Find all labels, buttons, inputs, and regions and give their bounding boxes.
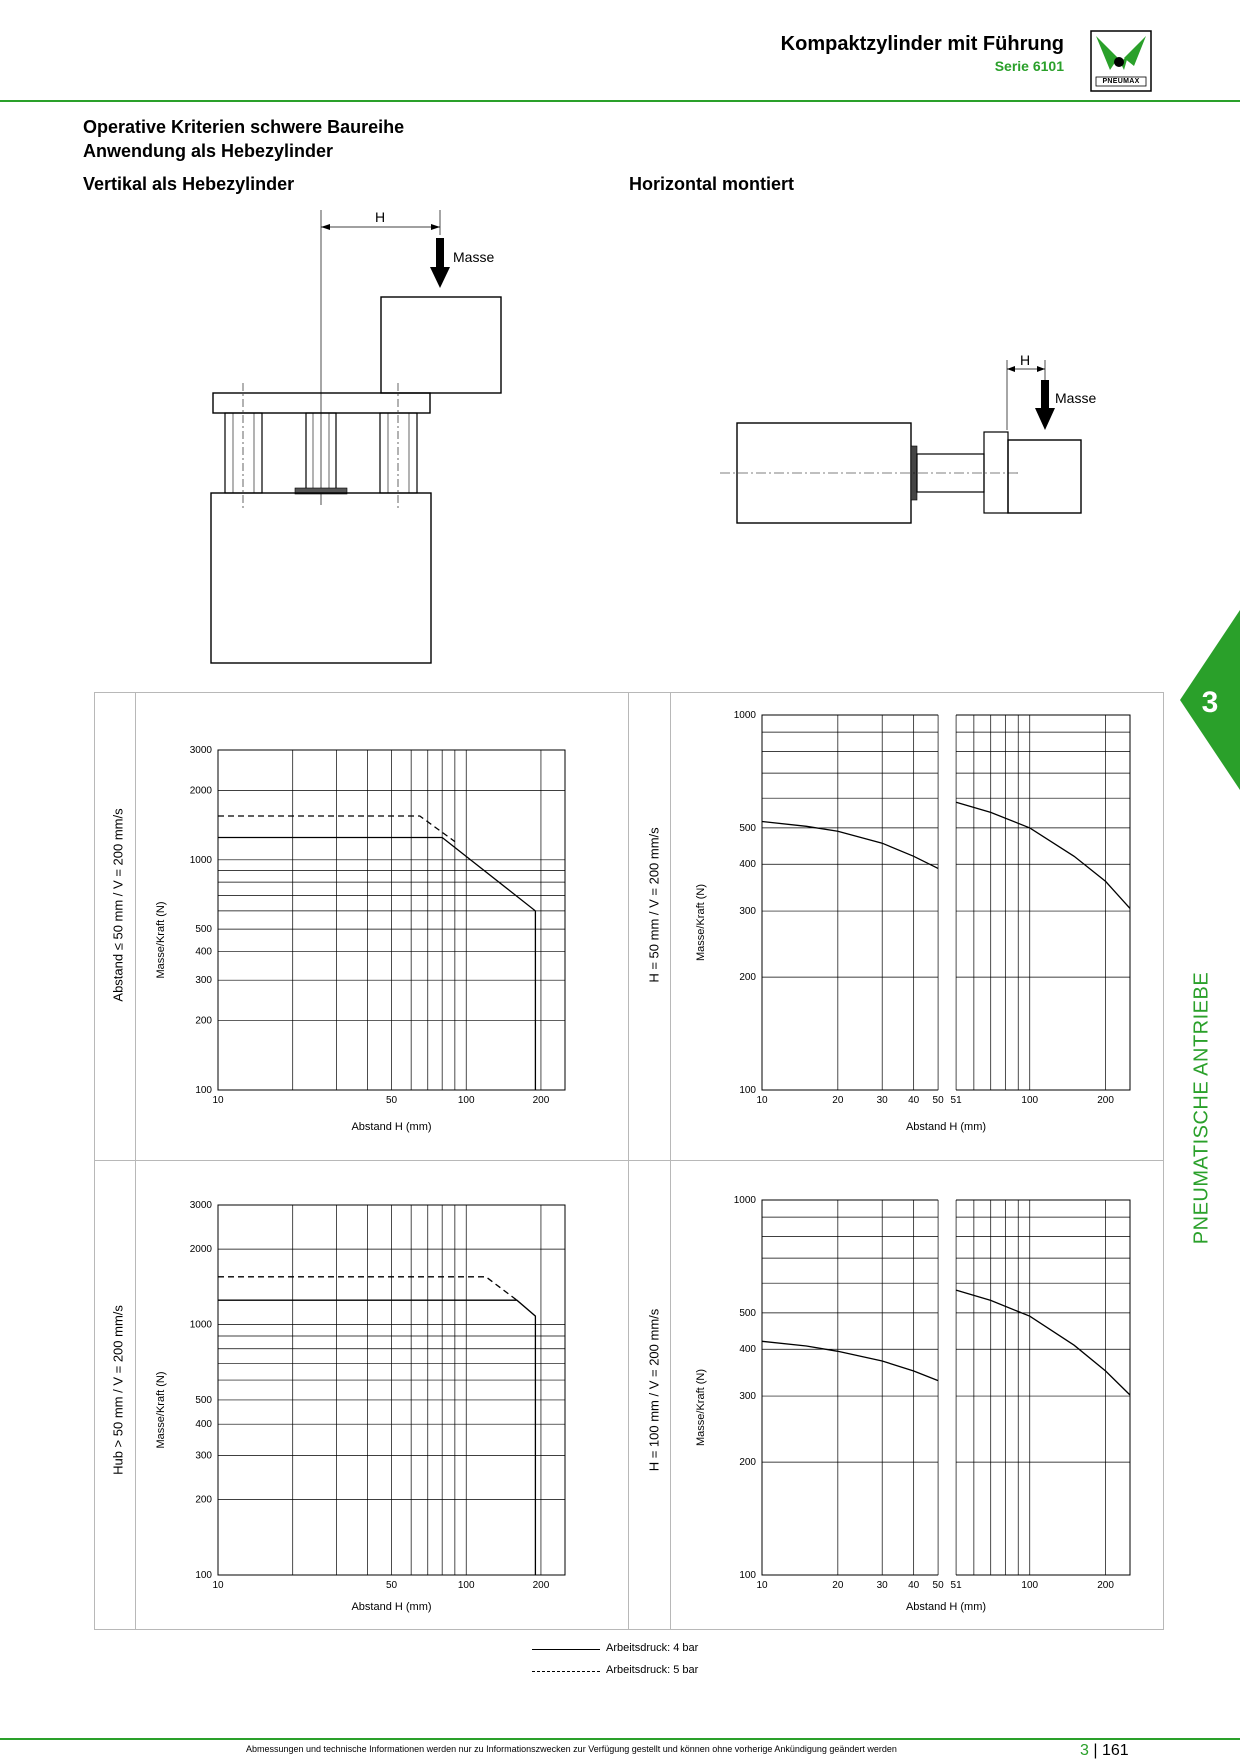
chapter-number: 3	[1201, 686, 1219, 719]
vertical-load-label: Masse	[453, 249, 495, 265]
y-tick-label: 400	[739, 859, 756, 871]
y-tick-label: 300	[739, 906, 756, 918]
x-tick-label: 200	[1097, 1580, 1114, 1591]
chart-left-bottom	[150, 1190, 590, 1620]
y-tick-label: 100	[195, 1085, 212, 1096]
heading-horizontal: Horizontal montiert	[629, 174, 794, 194]
heading-line1: Operative Kriterien schwere Baureihe	[83, 117, 405, 137]
y-tick-label: 200	[739, 1457, 756, 1469]
heading-line2: Anwendung als Hebezylinder	[83, 141, 334, 161]
y-axis-label: Masse/Kraft (N)	[695, 883, 707, 962]
x-tick-label: 51	[950, 1580, 962, 1591]
y-tick-label: 400	[195, 946, 212, 958]
y-axis-label: Masse/Kraft (N)	[695, 1368, 707, 1447]
row-label-right-top: H = 50 mm / V = 200 mm/s	[646, 827, 662, 983]
y-tick-label: 200	[739, 972, 756, 984]
page-value: 161	[1101, 1742, 1129, 1759]
footer-divider	[0, 1738, 1240, 1740]
heading-vertical: Vertikal als Hebezylinder	[83, 174, 295, 194]
series-line-solid	[762, 822, 938, 869]
y-tick-label: 3000	[189, 1200, 212, 1211]
chart-left-top	[150, 705, 590, 1150]
y-tick-label: 2000	[189, 785, 212, 797]
x-tick-label: 200	[1097, 1095, 1114, 1106]
y-tick-label: 500	[195, 924, 212, 936]
horizontal-dim-label: H	[1020, 352, 1031, 368]
x-tick-label: 10	[212, 1095, 224, 1106]
y-tick-label: 200	[195, 1494, 212, 1506]
y-tick-label: 1000	[733, 1195, 756, 1206]
logo-wordmark: PNEUMAX	[1102, 78, 1140, 85]
y-tick-label: 3000	[189, 745, 212, 756]
y-tick-label: 100	[739, 1085, 756, 1096]
x-tick-label: 50	[932, 1580, 944, 1591]
x-tick-label: 100	[457, 1580, 475, 1591]
x-tick-label: 100	[1021, 1580, 1039, 1591]
x-tick-label: 30	[876, 1095, 888, 1106]
series-line-solid	[218, 838, 535, 1091]
x-tick-label: 10	[212, 1580, 224, 1591]
y-axis-label: Masse/Kraft (N)	[155, 901, 167, 979]
row-label-right-bottom: H = 100 mm / V = 200 mm/s	[646, 1308, 662, 1472]
y-tick-label: 100	[739, 1570, 756, 1581]
document-title: Kompaktzylinder mit Führung	[780, 33, 1064, 55]
y-tick-label: 500	[739, 1307, 756, 1319]
pneumax-logo	[1090, 30, 1152, 92]
x-tick-label: 20	[832, 1580, 844, 1591]
y-tick-label: 1000	[189, 854, 212, 866]
series-line-solid	[218, 1300, 535, 1575]
y-tick-label: 500	[195, 1394, 212, 1406]
x-tick-label: 200	[532, 1095, 550, 1106]
legend-label: Arbeitsdruck: 5 bar	[606, 1664, 699, 1676]
footer-disclaimer: Abmessungen und technische Informationen werden nur zu Informationszwecken zur Verfügung gestellt und können ohne vorherige Ankündigung geändert werden	[246, 1744, 897, 1754]
x-axis-label: Abstand H (mm)	[905, 1121, 987, 1133]
x-axis-label: Abstand H (mm)	[351, 1121, 432, 1133]
header-divider	[0, 100, 1240, 102]
x-tick-label: 100	[457, 1095, 475, 1106]
x-axis-label: Abstand H (mm)	[351, 1601, 432, 1613]
x-tick-label: 50	[385, 1095, 398, 1106]
plot-frame	[956, 715, 1130, 1090]
y-tick-label: 300	[195, 975, 212, 987]
x-tick-label: 51	[950, 1095, 962, 1106]
legend-line-dashed	[532, 1671, 600, 1672]
row-label-left-top: Abstand ≤ 50 mm / V = 200 mm/s	[110, 808, 126, 1002]
x-tick-label: 10	[756, 1580, 768, 1591]
vertical-dim-label: H	[375, 209, 386, 225]
frame-divider	[135, 692, 136, 1630]
series-line-solid	[956, 802, 1130, 908]
frame-divider	[670, 692, 671, 1630]
x-tick-label: 10	[756, 1095, 768, 1106]
y-tick-label: 400	[739, 1344, 756, 1356]
row-label-left-bottom: Hub > 50 mm / V = 200 mm/s	[110, 1305, 126, 1475]
x-tick-label: 40	[908, 1580, 920, 1591]
frame-divider	[628, 692, 629, 1630]
y-tick-label: 100	[195, 1570, 212, 1581]
vertical-mount-diagram	[200, 205, 520, 670]
chapter-title: PNEUMATISCHE ANTRIEBE	[1190, 971, 1213, 1245]
chart-right-top	[690, 705, 1140, 1150]
x-tick-label: 100	[1021, 1095, 1039, 1106]
y-tick-label: 400	[195, 1419, 212, 1431]
x-tick-label: 50	[385, 1580, 398, 1591]
page-section: 3	[1080, 1742, 1089, 1759]
x-tick-label: 40	[908, 1095, 920, 1106]
y-tick-label: 300	[739, 1391, 756, 1403]
series-label: Serie 6101	[994, 58, 1064, 74]
x-tick-label: 30	[876, 1580, 888, 1591]
frame-divider	[94, 1160, 1164, 1161]
y-tick-label: 300	[195, 1450, 212, 1462]
page-number	[1080, 1742, 1129, 1760]
plot-frame	[956, 1200, 1130, 1575]
x-axis-label: Abstand H (mm)	[905, 1601, 987, 1613]
y-tick-label: 500	[739, 822, 756, 834]
plot-frame	[762, 715, 938, 1090]
y-axis-label: Masse/Kraft (N)	[155, 1371, 167, 1449]
page-separator: |	[1093, 1742, 1102, 1759]
horizontal-load-label: Masse	[1055, 390, 1097, 406]
series-line-solid	[762, 1341, 938, 1380]
plot-frame	[762, 1200, 938, 1575]
y-tick-label: 2000	[189, 1244, 212, 1256]
legend-line-solid	[532, 1649, 600, 1650]
horizontal-mount-diagram	[720, 350, 1100, 530]
y-tick-label: 1000	[733, 710, 756, 721]
chart-right-bottom	[690, 1190, 1140, 1620]
x-tick-label: 50	[932, 1095, 944, 1106]
series-line-solid	[956, 1290, 1130, 1395]
x-tick-label: 20	[832, 1095, 844, 1106]
y-tick-label: 200	[195, 1015, 212, 1027]
y-tick-label: 1000	[189, 1319, 212, 1331]
x-tick-label: 200	[532, 1580, 550, 1591]
legend-label: Arbeitsdruck: 4 bar	[606, 1642, 699, 1654]
